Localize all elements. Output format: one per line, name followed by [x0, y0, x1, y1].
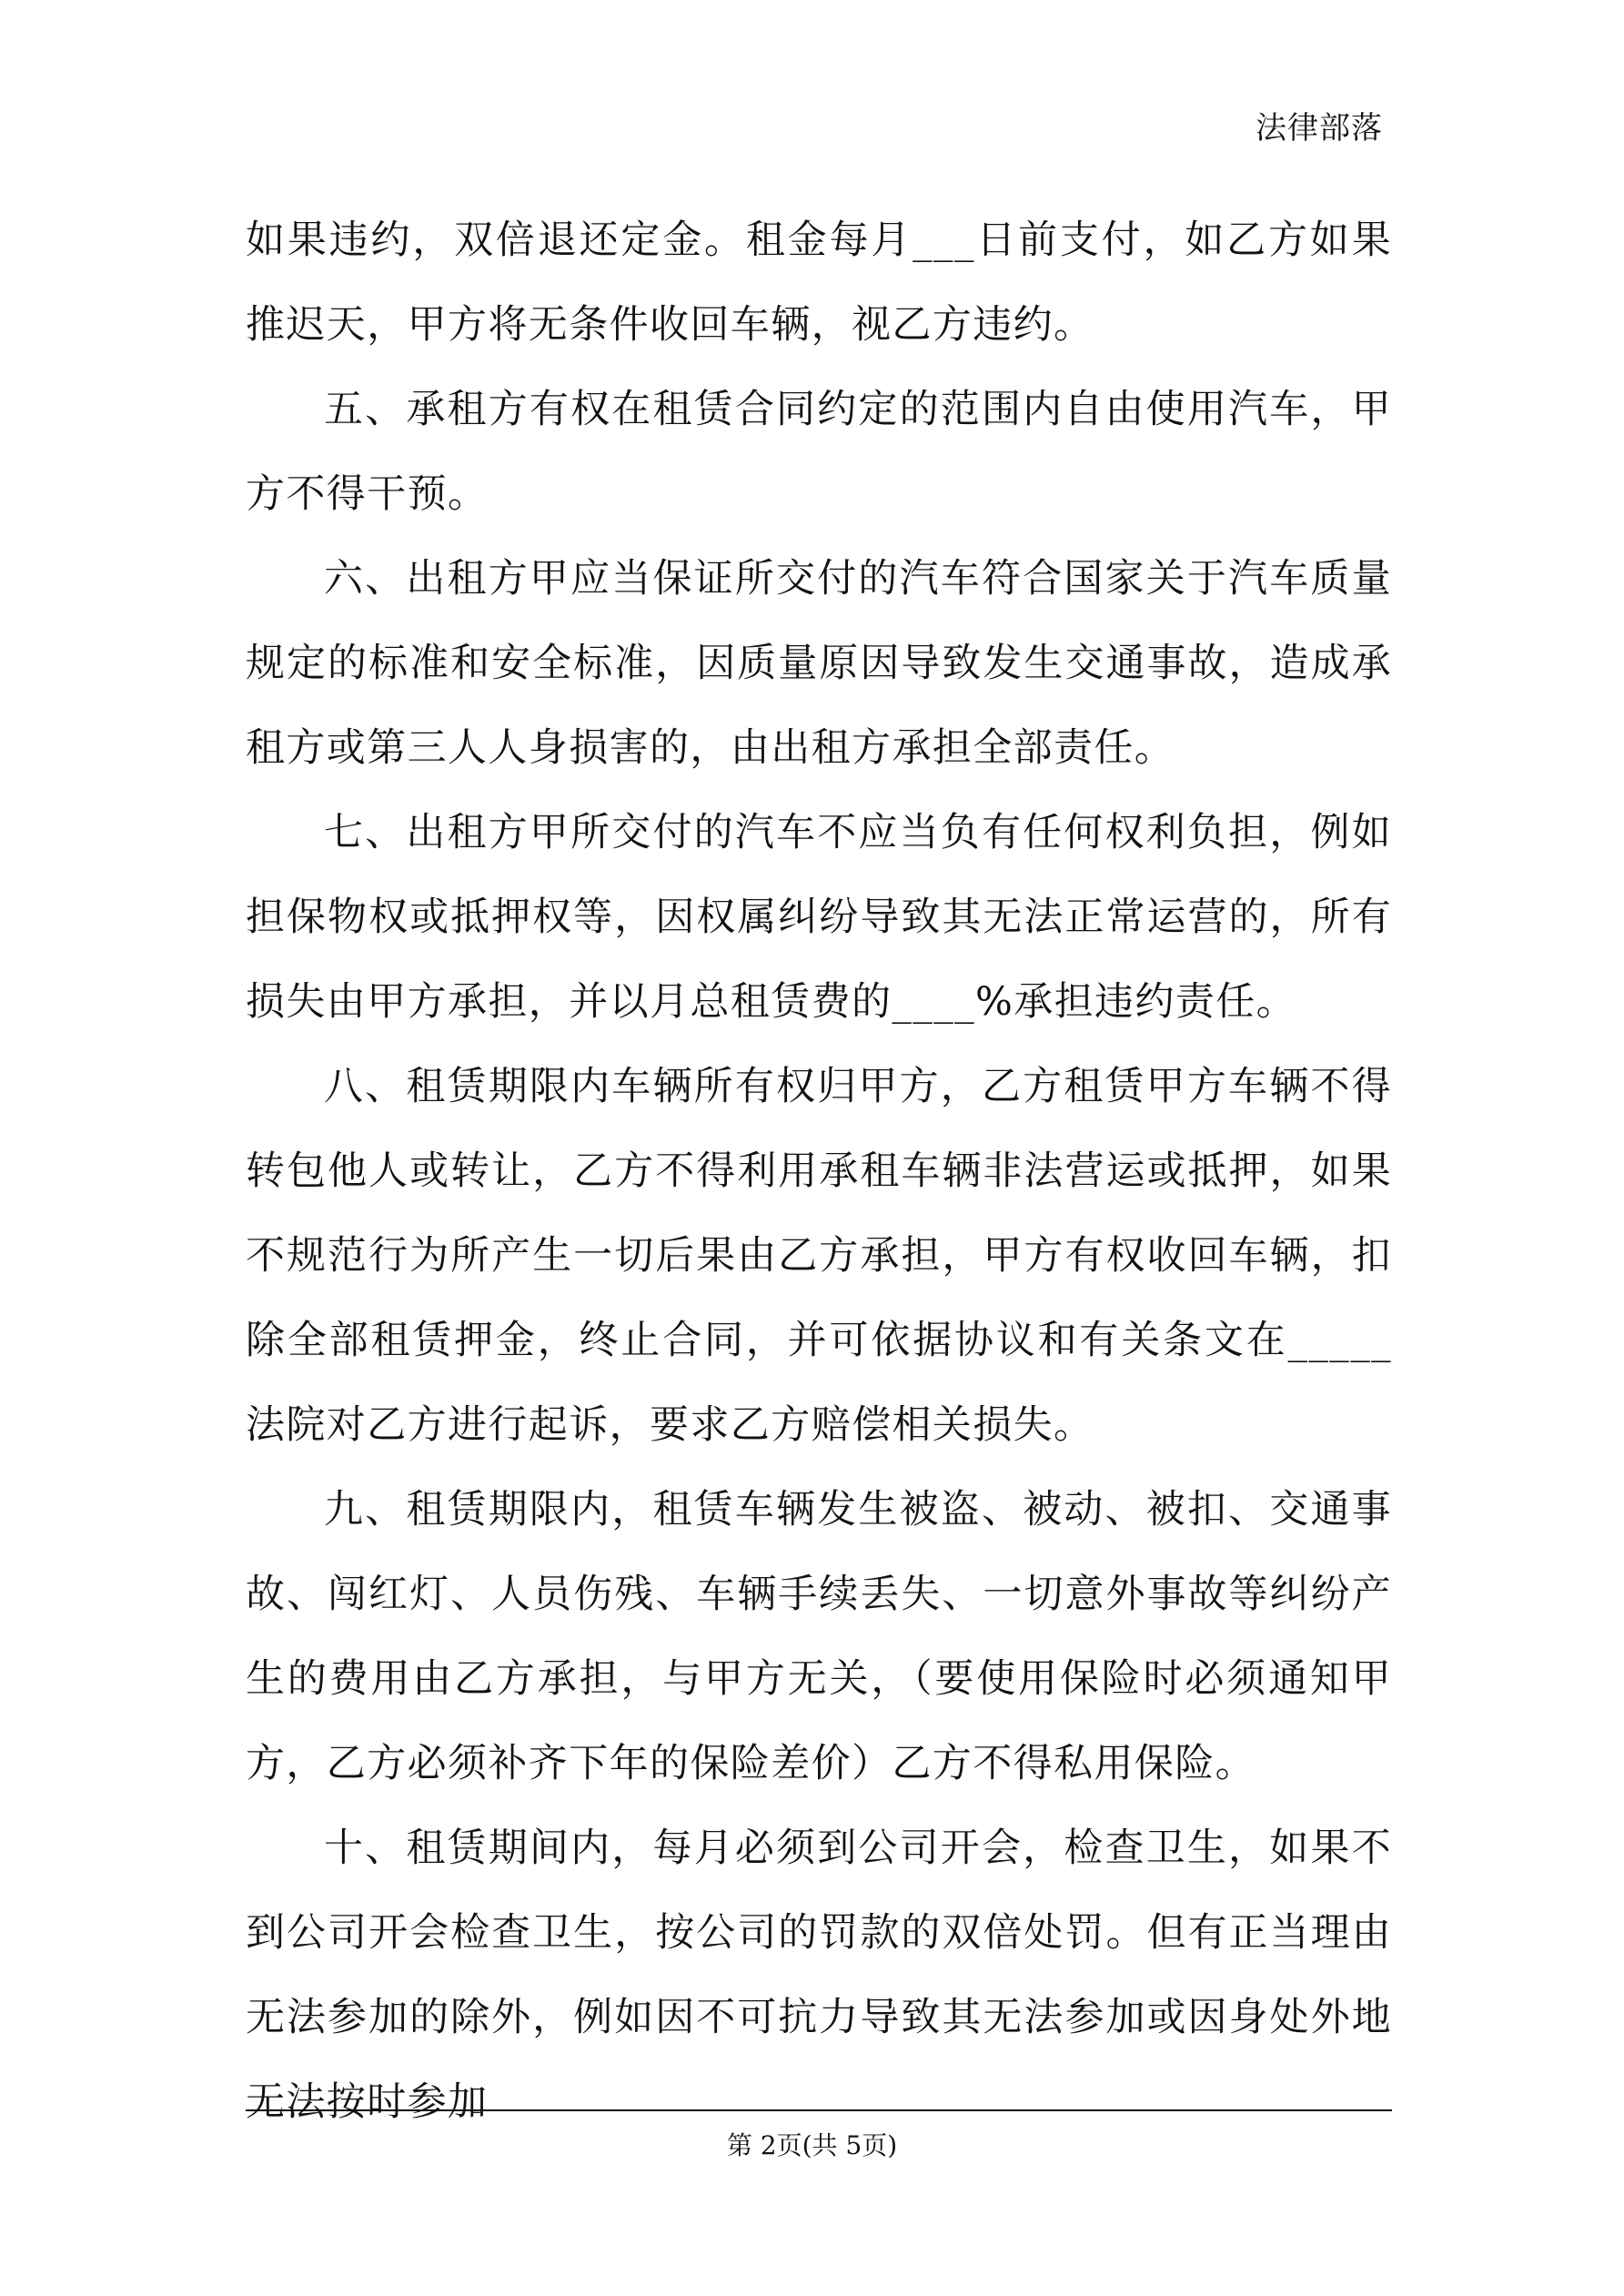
- paragraph-clause-10: 十、租赁期间内，每月必须到公司开会，检查卫生，如果不到公司开会检查卫生，按公司的罚款的双倍处罚。但有正当理由无法参加的除外，例如因不可抗力导致其无法参加或因身处外地无法按时参加: [246, 1826, 1392, 2125]
- footer-divider: [246, 2109, 1392, 2111]
- paragraph-continuation: 如果违约，双倍退还定金。租金每月___日前支付，如乙方如果推迟天，甲方将无条件收回车辆，视乙方违约。: [246, 217, 1392, 348]
- header-brand: 法律部落: [1256, 110, 1383, 147]
- paragraph-clause-5: 五、承租方有权在租赁合同约定的范围内自由使用汽车，甲方不得干预。: [246, 387, 1392, 517]
- page-number: 第 2页(共 5页): [726, 2130, 898, 2160]
- paragraph-clause-8: 八、租赁期限内车辆所有权归甲方，乙方租赁甲方车辆不得转包他人或转让，乙方不得利用承租车辆非法营运或抵押，如果不规范行为所产生一切后果由乙方承担，甲方有权收回车辆，扣除全部租赁押金，终止合同，并可依据协议和有关条文在_____法院对乙方进行起诉，要求乙方赔偿相关损失。: [246, 1064, 1392, 1448]
- paragraph-clause-9: 九、租赁期限内，租赁车辆发生被盗、被动、被扣、交通事故、闯红灯、人员伤残、车辆手续丢失、一切意外事故等纠纷产生的费用由乙方承担，与甲方无关，（要使用保险时必须通知甲方，乙方必须补齐下年的保险差价）乙方不得私用保险。: [246, 1487, 1392, 1786]
- paragraph-clause-7: 七、出租方甲所交付的汽车不应当负有任何权利负担，例如担保物权或抵押权等，因权属纠纷导致其无法正常运营的，所有损失由甲方承担，并以月总租赁费的____%承担违约责任。: [246, 810, 1392, 1025]
- document-body: [246, 198, 1392, 2145]
- paragraph-clause-6: 六、出租方甲应当保证所交付的汽车符合国家关于汽车质量规定的标准和安全标准，因质量原因导致发生交通事故，造成承租方或第三人人身损害的，由出租方承担全部责任。: [246, 556, 1392, 771]
